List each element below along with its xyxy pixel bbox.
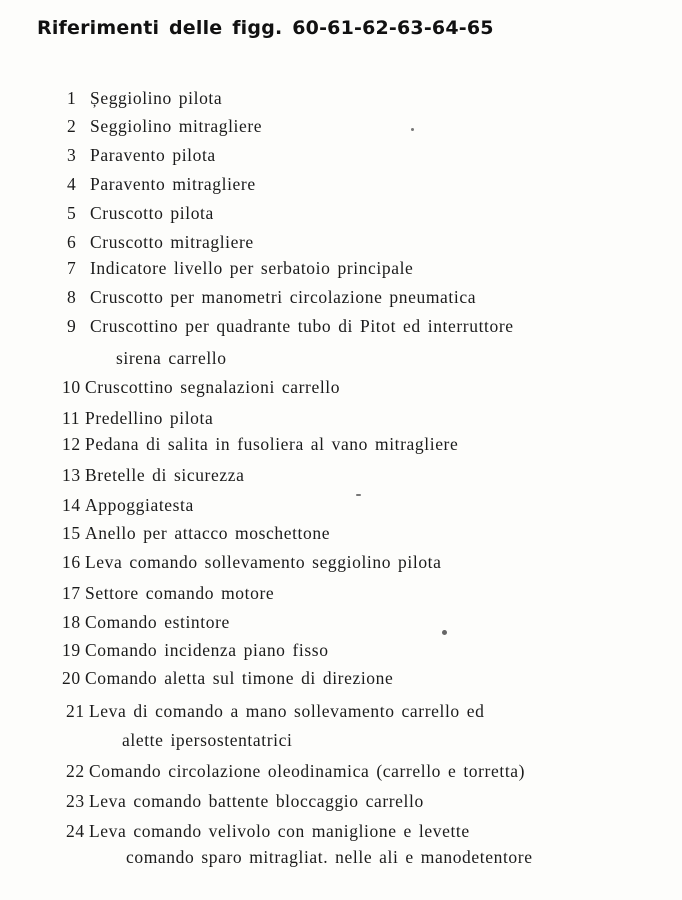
item-number: 16 — [62, 552, 81, 572]
list-item — [67, 258, 413, 279]
item-number: 19 — [62, 640, 81, 660]
item-number: 18 — [62, 612, 81, 632]
item-text: Anello per attacco moschettone — [85, 523, 331, 543]
item-number: 1 — [67, 88, 77, 108]
item-number: 21 — [66, 701, 85, 721]
list-item — [67, 316, 514, 337]
item-text: Bretelle di sicurezza — [85, 465, 245, 485]
list-item — [66, 701, 484, 722]
list-item — [62, 523, 330, 544]
list-item — [62, 552, 442, 573]
list-item — [62, 434, 458, 455]
item-text: Paravento pilota — [90, 145, 216, 165]
item-number: 22 — [66, 761, 85, 781]
list-item — [66, 761, 525, 782]
item-text: Leva comando velivolo con maniglione e levette — [89, 821, 470, 841]
list-item-continuation: sirena carrello — [116, 348, 227, 368]
item-number: 24 — [66, 821, 85, 841]
item-text: Leva comando sollevamento seggiolino pilota — [85, 552, 442, 572]
list-item — [67, 174, 256, 195]
scan-speck — [411, 128, 414, 131]
item-number: 7 — [67, 258, 77, 278]
item-number: 17 — [62, 583, 81, 603]
item-text: Leva di comando a mano sollevamento carrello ed — [89, 701, 485, 721]
item-number: 13 — [62, 465, 81, 485]
item-number: 5 — [67, 203, 77, 223]
list-item — [62, 408, 213, 429]
list-item — [66, 791, 424, 812]
list-item — [62, 465, 244, 486]
item-text: Cruscotto per manometri circolazione pneumatica — [90, 287, 477, 307]
list-item — [67, 232, 254, 253]
item-text: Pedana di salita in fusoliera al vano mitragliere — [85, 434, 459, 454]
item-text: Predellino pilota — [85, 408, 214, 428]
item-number: 9 — [67, 316, 77, 336]
item-text: Settore comando motore — [85, 583, 275, 603]
item-text: Cruscotto mitragliere — [90, 232, 254, 252]
item-text: Comando estintore — [85, 612, 230, 632]
list-item — [67, 145, 216, 166]
document-title: Riferimenti delle figg. 60-61-62-63-64-65 — [37, 17, 494, 39]
item-text: Paravento mitragliere — [90, 174, 256, 194]
item-number: 2 — [67, 116, 77, 136]
list-item-continuation: alette ipersostentatrici — [122, 730, 293, 750]
list-item — [67, 116, 262, 137]
item-text: Seggiolino mitragliere — [90, 116, 263, 136]
item-number: 15 — [62, 523, 81, 543]
list-item — [62, 495, 194, 516]
item-number: 6 — [67, 232, 77, 252]
item-number: 3 — [67, 145, 77, 165]
list-item — [62, 612, 230, 633]
list-item — [62, 640, 329, 661]
item-text: Comando incidenza piano fisso — [85, 640, 329, 660]
list-item — [67, 88, 222, 109]
item-number: 4 — [67, 174, 77, 194]
item-text: Indicatore livello per serbatoio principale — [90, 258, 414, 278]
list-item — [62, 668, 393, 689]
item-number: 12 — [62, 434, 81, 454]
item-number: 10 — [62, 377, 81, 397]
item-text: Leva comando battente bloccaggio carrello — [89, 791, 424, 811]
item-text: Comando aletta sul timone di direzione — [85, 668, 394, 688]
list-item — [67, 287, 476, 308]
scan-speck — [442, 630, 447, 635]
item-text: Cruscottino segnalazioni carrello — [85, 377, 341, 397]
list-item — [67, 203, 214, 224]
list-item — [62, 377, 340, 398]
item-number: 20 — [62, 668, 81, 688]
list-item-continuation: comando sparo mitragliat. nelle ali e manodetentore — [126, 847, 533, 867]
list-item — [66, 821, 470, 842]
item-text: Cruscottino per quadrante tubo di Pitot ed interruttore — [90, 316, 514, 336]
item-number: 11 — [62, 408, 81, 428]
list-item — [62, 583, 274, 604]
item-number: 14 — [62, 495, 81, 515]
item-text: Șeggiolino pilota — [90, 88, 223, 108]
item-text: Appoggiatesta — [85, 495, 194, 515]
scan-speck — [356, 494, 361, 496]
item-text: Comando circolazione oleodinamica (carrello e torretta) — [89, 761, 526, 781]
item-text: Cruscotto pilota — [90, 203, 214, 223]
item-number: 8 — [67, 287, 77, 307]
item-number: 23 — [66, 791, 85, 811]
